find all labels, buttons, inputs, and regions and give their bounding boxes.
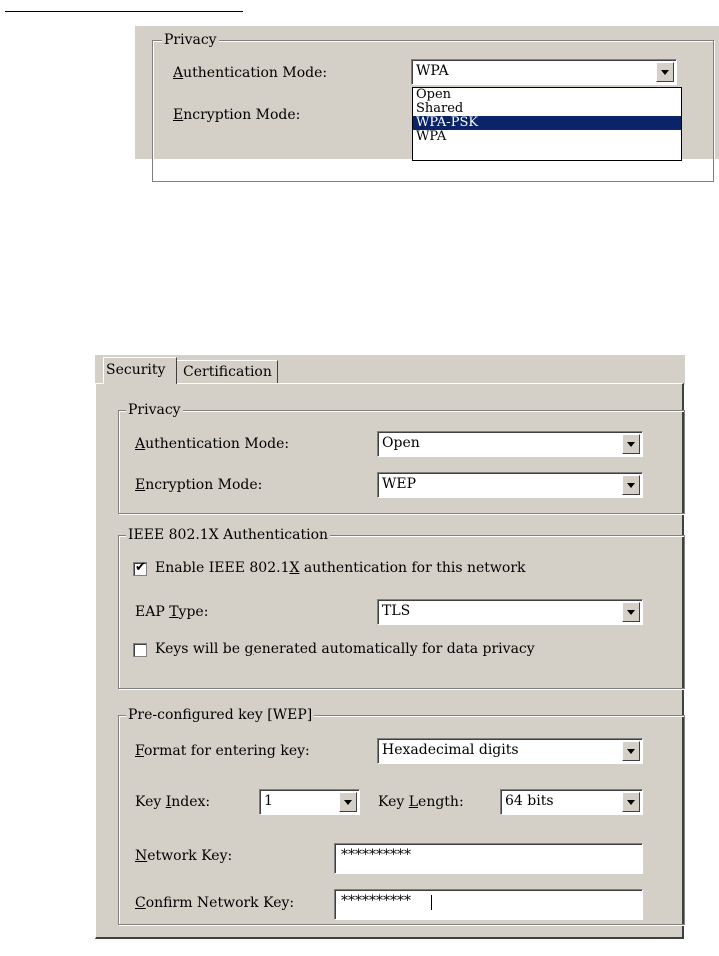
encryption-mode-value: WEP <box>382 476 417 492</box>
network-key-input[interactable] <box>334 843 643 874</box>
security-tab-panel <box>95 383 684 939</box>
security-dialog <box>95 355 685 940</box>
key-index-label: Key Index: <box>135 794 211 810</box>
dropdown-button[interactable] <box>622 792 640 812</box>
authentication-mode-value: Open <box>382 435 420 451</box>
key-length-label: Key Length: <box>378 794 464 810</box>
preconfigured-key-group-title: Pre-configured key [WEP] <box>128 707 313 723</box>
confirm-network-key-input[interactable] <box>334 889 643 920</box>
eap-type-value: TLS <box>382 603 411 619</box>
auto-keys-checkbox[interactable] <box>133 643 147 657</box>
chevron-down-icon <box>627 442 635 447</box>
encryption-mode-label: Encryption Mode: <box>173 107 301 123</box>
dropdown-option-open[interactable]: Open <box>416 87 452 102</box>
confirm-network-key-label: Confirm Network Key: <box>135 895 295 911</box>
chevron-down-icon <box>344 800 352 805</box>
key-format-label: Format for entering key: <box>135 743 310 759</box>
authentication-mode-label: Authentication Mode: <box>135 436 290 452</box>
confirm-network-key-value: ********** <box>341 893 411 909</box>
dropdown-button[interactable] <box>339 792 357 812</box>
authentication-mode-select[interactable] <box>377 431 643 457</box>
text-caret <box>431 895 432 910</box>
tab-security[interactable]: Security <box>103 357 177 384</box>
dropdown-button[interactable] <box>622 741 640 761</box>
chevron-down-icon <box>627 483 635 488</box>
privacy-group-title: Privacy <box>128 402 181 418</box>
dropdown-button[interactable] <box>656 62 674 82</box>
privacy-groupbox <box>118 410 685 514</box>
dropdown-button[interactable] <box>622 602 640 622</box>
dropdown-button[interactable] <box>622 434 640 454</box>
encryption-mode-select[interactable] <box>377 472 643 498</box>
dropdown-button[interactable] <box>622 475 640 495</box>
eap-type-select[interactable] <box>377 599 643 625</box>
chevron-down-icon <box>627 610 635 615</box>
key-index-value: 1 <box>264 793 273 809</box>
ieee-8021x-group-title: IEEE 802.1X Authentication <box>128 527 329 543</box>
authentication-mode-value: WPA <box>416 63 449 79</box>
network-key-value: ********** <box>341 847 411 863</box>
top-rule <box>5 11 243 12</box>
tab-certification[interactable]: Certification <box>175 360 278 384</box>
authentication-mode-label: Authentication Mode: <box>173 65 328 81</box>
key-format-value: Hexadecimal digits <box>382 742 519 758</box>
dropdown-option-wpa[interactable]: WPA <box>416 129 447 144</box>
enable-8021x-checkbox[interactable] <box>133 562 147 576</box>
auto-keys-label[interactable]: Keys will be generated automatically for data privacy <box>155 641 535 657</box>
network-key-label: Network Key: <box>135 848 233 864</box>
chevron-down-icon <box>627 800 635 805</box>
key-length-value: 64 bits <box>505 793 554 809</box>
chevron-down-icon <box>627 749 635 754</box>
key-length-select[interactable] <box>500 789 643 815</box>
authentication-mode-dropdown-list[interactable] <box>412 87 682 161</box>
encryption-mode-label: Encryption Mode: <box>135 477 263 493</box>
authentication-mode-select[interactable] <box>411 59 677 85</box>
eap-type-label: EAP Type: <box>135 604 209 620</box>
enable-8021x-label[interactable]: Enable IEEE 802.1X authentication for this network <box>155 560 526 576</box>
key-index-select[interactable] <box>259 789 360 815</box>
privacy-group-title: Privacy <box>164 32 217 48</box>
checkmark-icon: ✔ <box>135 560 146 575</box>
dropdown-option-wpa-psk[interactable]: WPA-PSK <box>413 116 681 130</box>
key-format-select[interactable] <box>377 738 643 764</box>
chevron-down-icon <box>661 70 669 75</box>
dropdown-option-shared[interactable]: Shared <box>416 101 464 116</box>
privacy-dropdown-snapshot <box>135 26 719 159</box>
